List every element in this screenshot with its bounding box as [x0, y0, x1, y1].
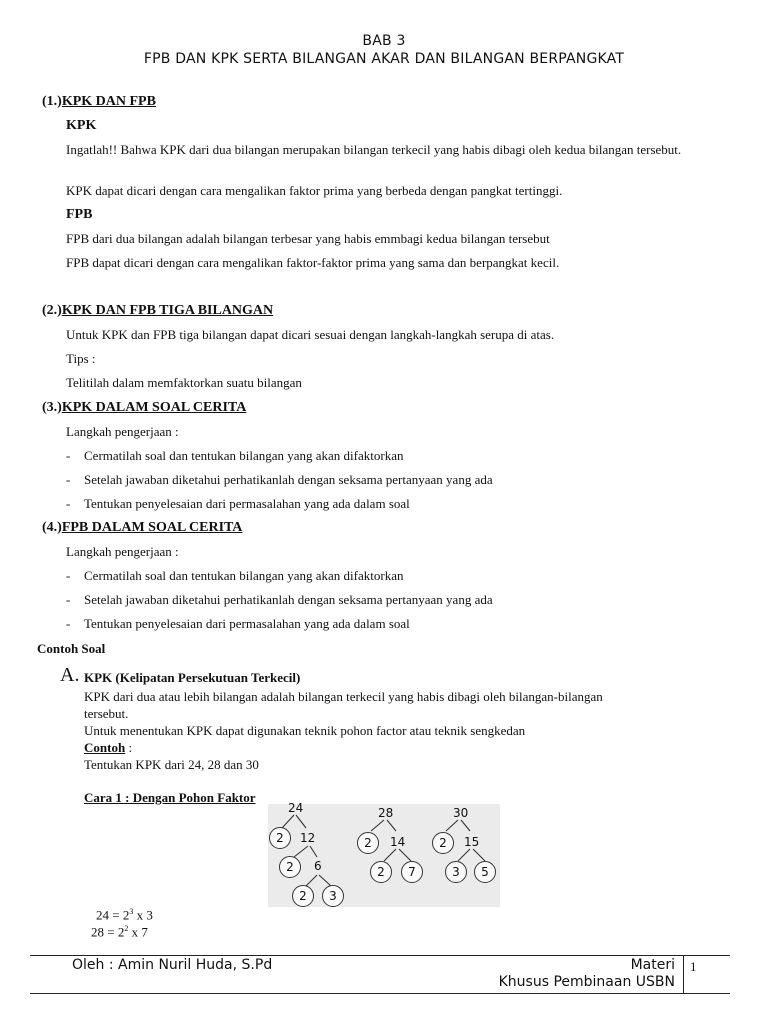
prime-factor-node: 2 — [269, 827, 291, 849]
prime-factor-node: 2 — [292, 885, 314, 907]
section-2-paragraph: Untuk KPK dan FPB tiga bilangan dapat dicari sesuai dengan langkah-langkah serupa di atas. — [66, 327, 555, 342]
part-letter: A. — [60, 664, 80, 686]
prime-factor-node: 7 — [401, 861, 423, 883]
tips-label: Tips : — [66, 351, 96, 366]
footer-materi: Materi — [630, 957, 675, 973]
tree-root: 30 — [453, 806, 469, 820]
prime-factor-node: 5 — [474, 861, 496, 883]
prime-factor-node: 2 — [279, 856, 301, 878]
chapter-label: BAB 3 — [362, 33, 406, 49]
footer-bottom-rule — [30, 993, 730, 994]
footer-author: Oleh : Amin Nuril Huda, S.Pd — [72, 957, 273, 973]
page-title: FPB DAN KPK SERTA BILANGAN AKAR DAN BILANGAN BERPANGKAT — [143, 51, 625, 67]
footer-divider — [683, 955, 684, 993]
question-text: Tentukan KPK dari 24, 28 dan 30 — [84, 757, 259, 772]
result-28: $28 = 2^2$ x 7 — [91, 924, 148, 940]
section-3-heading — [42, 400, 246, 416]
section-number: (4.) — [42, 520, 62, 535]
kpk-paragraph-2: KPK dapat dicari dengan cara mengalikan faktor prima yang berbeda dengan pangkat tertinggi. — [66, 183, 563, 198]
result-24: $24 = 2^3$ x 3 — [96, 907, 153, 923]
section-number: (3.) — [42, 400, 62, 415]
section-4-heading — [42, 520, 242, 536]
prime-factor-node: 2 — [357, 832, 379, 854]
part-title: KPK (Kelipatan Persekutuan Terkecil) — [84, 670, 301, 685]
tips-text: Telitilah dalam memfaktorkan suatu bilangan — [66, 375, 302, 390]
section-title: FPB DALAM SOAL CERITA — [61, 520, 243, 535]
composite-node: 15 — [464, 835, 480, 849]
footer-khusus: Khusus Pembinaan USBN — [498, 974, 675, 990]
factor-tree-figure — [268, 801, 500, 907]
section-number: (1.) — [42, 94, 62, 109]
kpk-label: KPK — [66, 118, 97, 133]
page-number: 1 — [690, 959, 697, 974]
prime-factor-node: 2 — [432, 832, 454, 854]
part-paragraph-2: Untuk menentukan KPK dapat digunakan teknik pohon factor atau teknik sengkedan — [84, 723, 526, 738]
tree-root: 24 — [288, 801, 304, 815]
section-number: (2.) — [42, 303, 62, 318]
section-title: KPK DAN FPB TIGA BILANGAN — [61, 303, 274, 318]
prime-factor-node: 3 — [322, 885, 344, 907]
steps-intro: Langkah pengerjaan : — [66, 424, 179, 439]
composite-node: 12 — [300, 831, 316, 845]
footer-top-rule — [30, 955, 730, 956]
example-heading: Contoh Soal — [37, 641, 106, 656]
steps-intro: Langkah pengerjaan : — [66, 544, 179, 559]
fpb-label: FPB — [66, 207, 93, 222]
fpb-paragraph-2: FPB dapat dicari dengan cara mengalikan faktor-faktor prima yang sama dan berpangkat kecil. — [66, 255, 560, 270]
section-title: KPK DALAM SOAL CERITA — [61, 400, 247, 415]
section-2-heading — [42, 303, 273, 319]
prime-factor-node: 2 — [370, 861, 392, 883]
section-title: KPK DAN FPB — [61, 94, 156, 109]
contoh-label: Contoh : — [84, 740, 133, 755]
part-paragraph-1-cont: tersebut. — [84, 706, 129, 721]
fpb-paragraph-1: FPB dari dua bilangan adalah bilangan terbesar yang habis emmbagi kedua bilangan tersebut — [66, 231, 550, 246]
composite-node: 6 — [314, 859, 322, 873]
method-heading: Cara 1 : Dengan Pohon Faktor — [84, 790, 256, 805]
composite-node: 14 — [390, 835, 406, 849]
kpk-paragraph-1: Ingatlah!! Bahwa KPK dari dua bilangan merupakan bilangan terkecil yang habis dibagi oleh kedua bilangan tersebut. — [66, 142, 682, 157]
section-1-heading — [42, 94, 156, 110]
part-paragraph-1: KPK dari dua atau lebih bilangan adalah bilangan terkecil yang habis dibagi oleh bilangan-bilangan — [84, 689, 603, 704]
tree-root: 28 — [378, 806, 394, 820]
prime-factor-node: 3 — [445, 861, 467, 883]
